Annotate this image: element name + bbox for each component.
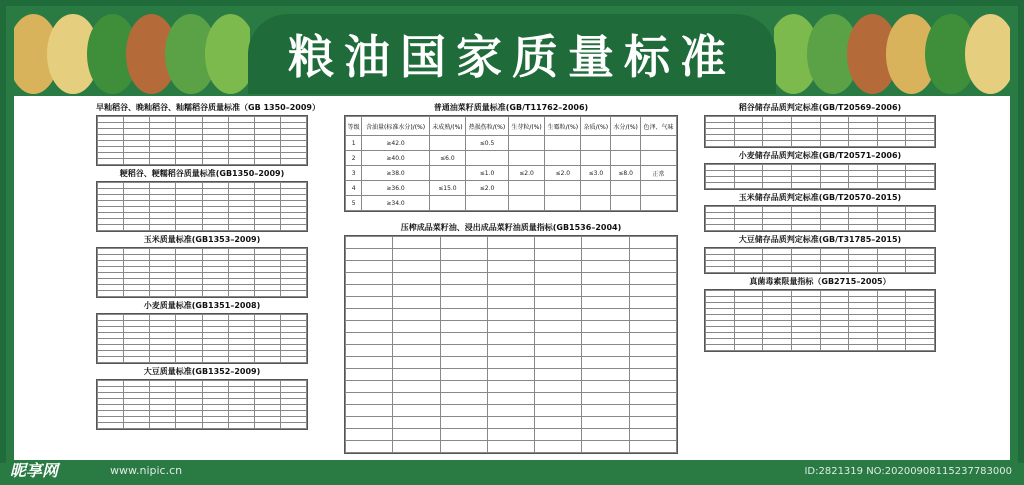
page-title: 粮油国家质量标准 — [288, 30, 736, 84]
table-row: 1 ≥42.0 ≤0.5 — [346, 136, 677, 151]
left-grain-decoration — [14, 14, 250, 94]
grain-table-4 — [96, 379, 308, 430]
rapeseed-header-7: 水分/(%) — [611, 117, 641, 136]
grain-heading-0: 早籼稻谷、晚籼稻谷、籼糯稻谷质量标准（GB 1350–2009） — [96, 103, 320, 112]
title-banner — [248, 14, 776, 94]
storage-table-1 — [704, 163, 936, 190]
storage-heading-2: 玉米储存品质判定标准(GB/T20570–2015) — [738, 193, 902, 202]
site-url: www.nipic.cn — [110, 464, 183, 477]
table-row: 2 ≥40.0 ≤6.0 — [346, 151, 677, 166]
oil-table — [344, 235, 678, 454]
storage-heading-1: 小麦储存品质判定标准(GB/T20571–2006) — [738, 151, 902, 160]
table-row: 5 ≥34.0 — [346, 196, 677, 211]
grain-heading-4: 大豆质量标准(GB1352–2009) — [143, 367, 261, 376]
rapeseed-header-2: 未成熟/(%) — [429, 117, 465, 136]
grain-heading-3: 小麦质量标准(GB1351–2008) — [143, 301, 261, 310]
table-row: 3 ≥38.0 ≤1.0 ≤2.0 ≤2.0 ≤3.0 ≤8.0 正常 — [346, 166, 677, 181]
left-column — [96, 100, 320, 432]
rapeseed-heading: 普通油菜籽质量标准(GB/T11762–2006) — [433, 103, 589, 112]
site-logo: 昵享网 — [10, 461, 59, 480]
rapeseed-header-6: 杂质/(%) — [581, 117, 611, 136]
storage-table-3 — [704, 247, 936, 274]
rapeseed-header-0: 等级 — [346, 117, 362, 136]
rapeseed-header-4: 生芽粒/(%) — [508, 117, 544, 136]
right-column — [704, 100, 936, 354]
grain-heading-2: 玉米质量标准(GB1353–2009) — [143, 235, 261, 244]
storage-table-4 — [704, 289, 936, 352]
oil-heading: 压榨成品菜籽油、浸出成品菜籽油质量指标(GB1536–2004) — [400, 223, 622, 232]
rapeseed-header-1: 含油量(标准水分)/(%) — [362, 117, 429, 136]
rapeseed-table — [344, 115, 678, 212]
table-row: 4 ≥36.0 ≤15.0 ≤2.0 — [346, 181, 677, 196]
right-grain-decoration — [774, 14, 1010, 94]
storage-heading-0: 稻谷储存品质判定标准(GB/T20569–2006) — [738, 103, 902, 112]
footer-bar — [0, 463, 1024, 485]
rapeseed-header-5: 生霉粒/(%) — [545, 117, 581, 136]
grain-table-2 — [96, 247, 308, 298]
grain-heading-1: 粳稻谷、粳糯稻谷质量标准(GB1350–2009) — [119, 169, 285, 178]
grain-table-0 — [96, 115, 308, 166]
storage-heading-4: 真菌毒素限量指标（GB2715–2005） — [749, 277, 891, 286]
storage-heading-3: 大豆储存品质判定标准(GB/T31785–2015) — [738, 235, 902, 244]
image-id: ID:2821319 NO:20200908115237783000 — [804, 466, 1012, 477]
rapeseed-header-3: 热损伤粒/(%) — [466, 117, 509, 136]
grain-table-3 — [96, 313, 308, 364]
storage-table-2 — [704, 205, 936, 232]
rapeseed-header-8: 色泽、气味 — [641, 117, 677, 136]
grain-table-1 — [96, 181, 308, 232]
storage-table-0 — [704, 115, 936, 148]
middle-column — [344, 100, 678, 456]
